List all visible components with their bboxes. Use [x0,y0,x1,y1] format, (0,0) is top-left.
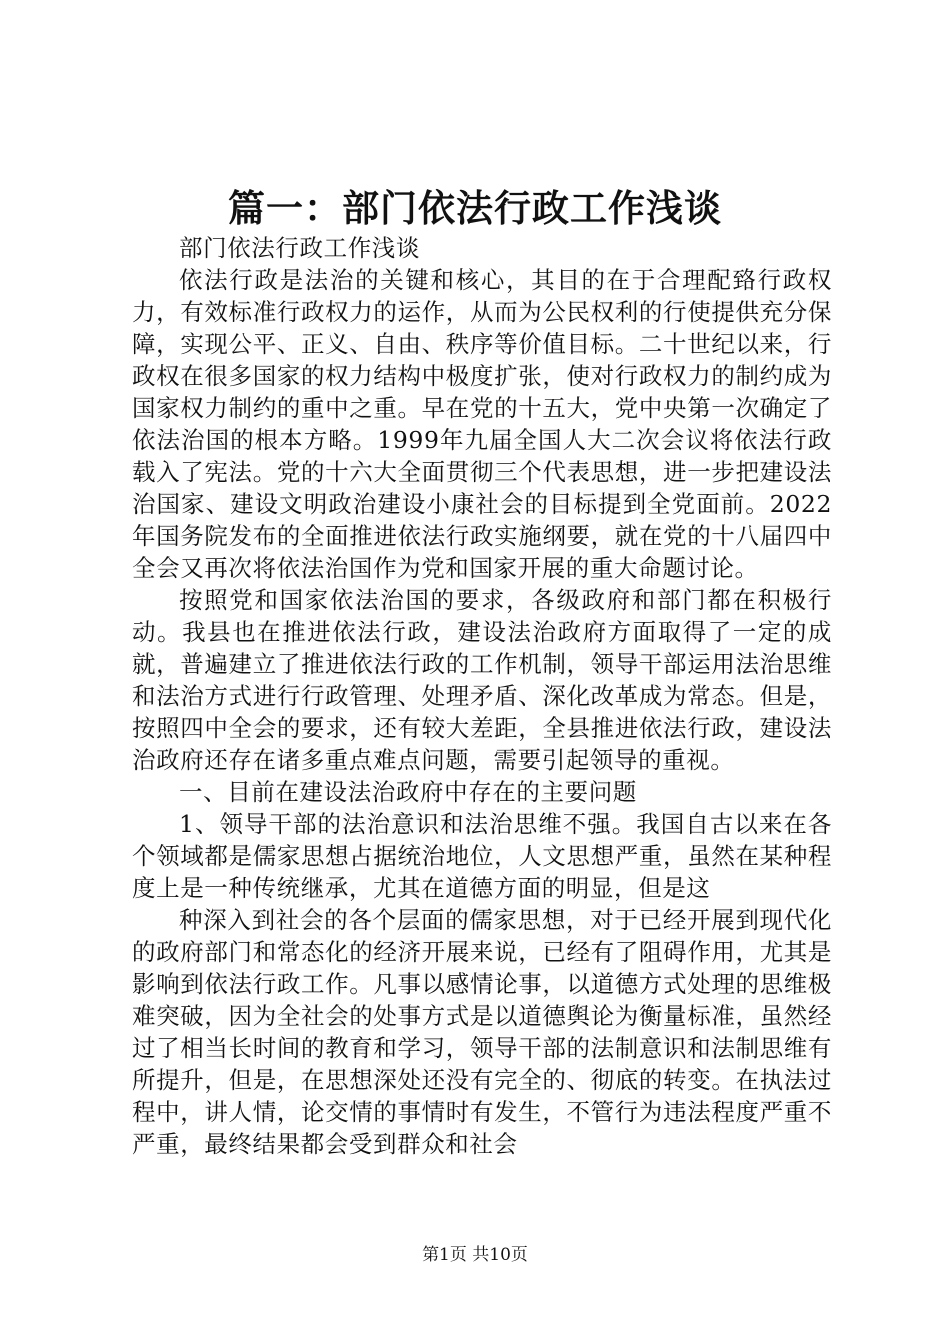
document-title: 篇一：部门依法行政工作浅谈 [228,186,722,230]
subtitle-paragraph: 部门依法行政工作浅谈 [179,234,420,262]
page-number-footer: 第1页 共10页 [422,1245,528,1265]
section-heading: 一、目前在建设法治政府中存在的主要问题 [179,778,637,806]
body-paragraph: 按照党和国家依法治国的要求，各级政府和部门都在积极行动。我县也在推进依法行政，建设法治政府方面取得了一定的成就，普遍建立了推进依法行政的工作机制，领导干部运用法治思维和法治方式进行行政管理、处理矛盾、深化改革成为常态。但是，按照四中全会的要求，还有较大差距，全县推进依法行政，建设法治政府还存在诸多重点难点问题，需要引起领导的重视。 [132,586,832,774]
body-paragraph: 种深入到社会的各个层面的儒家思想，对于已经开展到现代化的政府部门和常态化的经济开展来说，已经有了阻碍作用，尤其是影响到依法行政工作。凡事以感情论事，以道德方式处理的思维极难突破，因为全社会的处事方式是以道德舆论为衡量标准，虽然经过了相当长时间的教育和学习，领导干部的法制意识和法制思维有所提升，但是，在思想深处还没有完全的、彻底的转变。在执法过程中，讲人情，论交情的事情时有发生，不管行为违法程度严重不严重，最终结果都会受到群众和社会 [132,906,832,1158]
document-body [132,232,832,1160]
body-paragraph: 1、领导干部的法治意识和法治思维不强。我国自古以来在各个领域都是儒家思想占据统治地位，人文思想严重，虽然在某种程度上是一种传统继承，尤其在道德方面的明显，但是这 [132,810,832,902]
body-paragraph: 依法行政是法治的关键和核心，其目的在于合理配臵行政权力，有效标准行政权力的运作，从而为公民权利的行使提供充分保障，实现公平、正义、自由、秩序等价值目标。二十世纪以来，行政权在很多国家的权力结构中极度扩张，使对行政权力的制约成为国家权力制约的重中之重。早在党的十五大，党中央第一次确定了依法治国的根本方略。1999年九届全国人大二次会议将依法行政载入了宪法。党的十六大全面贯彻三个代表思想，进一步把建设法治国家、建设文明政治建设小康社会的目标提到全党面前。2022年国务院发布的全面推进依法行政实施纲要，就在党的十八届四中全会又再次将依法治国作为党和国家开展的重大命题讨论。 [132,266,832,582]
